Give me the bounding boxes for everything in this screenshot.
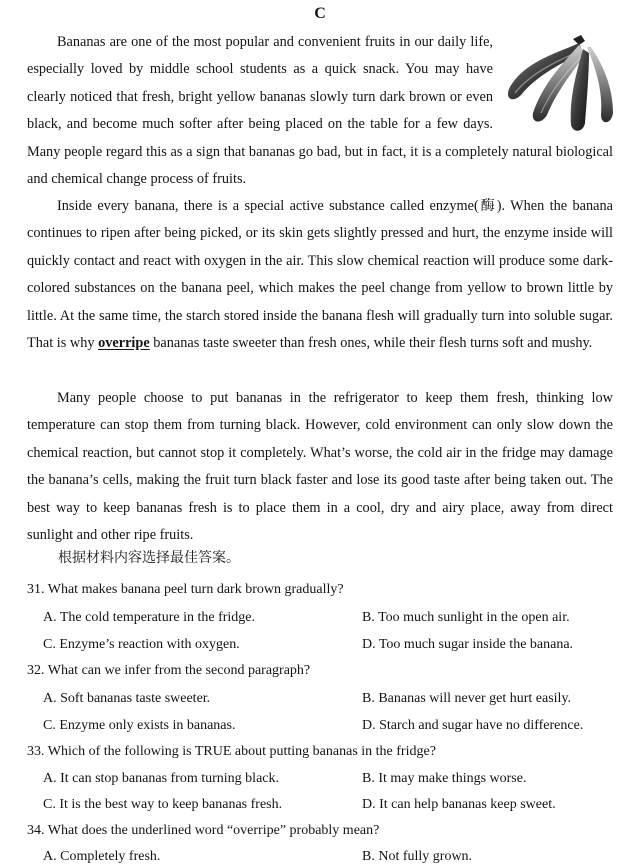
question-33-option-d[interactable]: D. It can help bananas keep sweet.	[362, 797, 556, 812]
underlined-word: overripe	[98, 335, 150, 352]
paragraph-2	[27, 193, 613, 357]
paragraph-2-text-b: bananas taste sweeter than fresh ones, while their flesh turns soft and mushy.	[149, 335, 593, 352]
question-32-option-b[interactable]: B. Bananas will never get hurt easily.	[362, 691, 572, 706]
question-33-option-b[interactable]: B. It may make things worse.	[362, 771, 527, 786]
question-33-stem: 33. Which of the following is TRUE about putting bananas in the fridge?	[27, 744, 436, 759]
question-31-stem: 31. What makes banana peel turn dark brown gradually?	[27, 582, 344, 597]
question-31-option-a[interactable]: A. The cold temperature in the fridge.	[43, 610, 255, 625]
question-32-option-c[interactable]: C. Enzyme only exists in bananas.	[43, 718, 236, 733]
question-31-option-d[interactable]: D. Too much sugar inside the banana.	[362, 637, 574, 652]
question-33-option-a[interactable]: A. It can stop bananas from turning black.	[43, 771, 279, 786]
paragraph-2-text-a: Inside every banana, there is a special active substance called enzyme(酶). When the banana continues to ripen after being picked, or its skin gets slightly pressed and hurt, the enzyme inside will quickly contact and react with oxygen in the air. This slow chemical reaction will produce some dark-colored substances on the banana peel, which makes the peel change from yellow to brown little by little. At the same time, the starch stored inside the banana flesh will gradually turn into soluble sugar. That is why	[27, 198, 613, 352]
instruction: 根据材料内容选择最佳答案。	[58, 551, 240, 566]
paragraph-3: Many people choose to put bananas in the refrigerator to keep them fresh, thinking low temperature can stop them from turning black. However, cold environment can only slow down the chemical reaction, but cannot stop it completely. What’s worse, the cold air in the fridge may damage the banana’s cells, making the fruit turn black faster and lose its good taste after being taken out. The best way to keep bananas fresh is to place them in a cool, dry and airy place, away from direct sunlight and other ripe fruits.	[27, 390, 613, 544]
question-31-option-b[interactable]: B. Too much sunlight in the open air.	[362, 610, 570, 625]
paragraph-1-text: Bananas are one of the most popular and convenient fruits in our daily life, especially loved by middle school students as a quick snack. You may have clearly noticed that fresh, bright yellow bananas slowly turn dark brown or even black, and become much softer after being placed on the table for a few days. Many people regard this as a sign that bananas go bad, but in fact, it is a completely natural biological and chemical change process of fruits.	[27, 34, 613, 188]
question-32-option-a[interactable]: A. Soft bananas taste sweeter.	[43, 691, 211, 706]
question-33-option-c[interactable]: C. It is the best way to keep bananas fresh.	[43, 797, 283, 812]
question-31-option-c[interactable]: C. Enzyme’s reaction with oxygen.	[43, 637, 240, 652]
question-34-option-a[interactable]: A. Completely fresh.	[43, 849, 161, 864]
question-34-option-b[interactable]: B. Not fully grown.	[362, 849, 473, 864]
section-title: C	[314, 5, 326, 22]
question-34-stem: 34. What does the underlined word “overripe” probably mean?	[27, 823, 380, 838]
banana-bunch-image	[503, 31, 615, 135]
question-32-option-d[interactable]: D. Starch and sugar have no difference.	[362, 718, 584, 733]
question-32-stem: 32. What can we infer from the second paragraph?	[27, 663, 311, 678]
paragraph-1	[27, 29, 613, 193]
